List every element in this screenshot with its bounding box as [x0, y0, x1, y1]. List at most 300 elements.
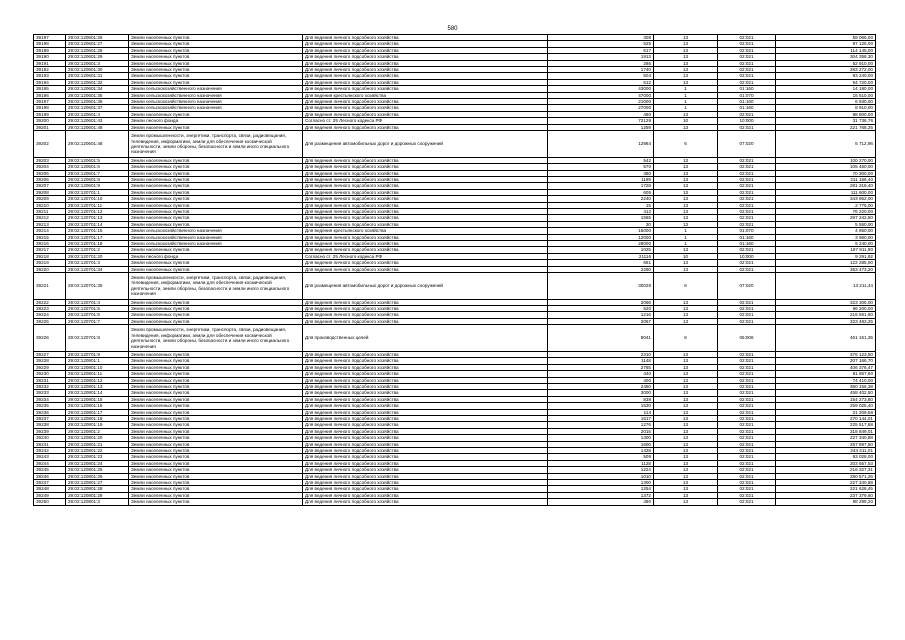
code: 02:021 [718, 41, 776, 47]
row-number: 39192 [34, 67, 66, 73]
row-number: 39219 [34, 260, 66, 266]
permitted-use: Для ведения личного подсобного хозяйства [303, 157, 548, 163]
code: 02:021 [718, 390, 776, 396]
land-category: Земли населенных пунктов [129, 383, 303, 389]
cadastral-value: 281 318,40 [776, 183, 876, 189]
cadastral-number: 29:02:120801:11 [66, 371, 129, 377]
code: 02:021 [718, 170, 776, 176]
row-number: 39203 [34, 157, 66, 163]
permitted-use: Для ведения личного подсобного хозяйства [303, 60, 548, 66]
land-category: Земли населенных пунктов [129, 299, 303, 305]
cadastral-value: 14 190,00 [776, 86, 876, 92]
code: 02:021 [718, 202, 776, 208]
area: 1189 [548, 176, 654, 182]
area: 1565 [548, 215, 654, 221]
row-number: 39223 [34, 306, 66, 312]
cadastral-value: 221 628,45 [776, 486, 876, 492]
row-number: 39243 [34, 454, 66, 460]
cadastral-number: 29:02:120601:6 [66, 164, 129, 170]
code: 02:021 [718, 189, 776, 195]
group-number: 13 [654, 396, 718, 402]
cadastral-number: 29:02:120801:18 [66, 415, 129, 421]
row-number: 39230 [34, 371, 66, 377]
cadastral-number: 29:02:120801:28 [66, 486, 129, 492]
row-number: 39217 [34, 247, 66, 253]
code: 01:160 [718, 105, 776, 111]
land-category: Земли населенных пунктов [129, 79, 303, 85]
row-number: 39227 [34, 351, 66, 357]
cadastral-number: 29:02:120701:2 [66, 247, 129, 253]
cadastral-number: 29:02:120601:9 [66, 183, 129, 189]
code: 01:160 [718, 241, 776, 247]
cadastral-value: 406 376,47 [776, 364, 876, 370]
row-number: 39211 [34, 208, 66, 214]
cadastral-value: 5 712,96 [776, 131, 876, 158]
code: 02:021 [718, 364, 776, 370]
group-number: 13 [654, 383, 718, 389]
permitted-use: Для ведения личного подсобного хозяйства [303, 47, 548, 53]
cadastral-value: 360 156,38 [776, 383, 876, 389]
land-category: Земли населенных пунктов [129, 409, 303, 415]
land-category: Земли населенных пунктов [129, 215, 303, 221]
cadastral-value: 74 410,00 [776, 377, 876, 383]
cadastral-number: 29:02:120601:34 [66, 86, 129, 92]
row-number: 39212 [34, 215, 66, 221]
group-number: 13 [654, 312, 718, 318]
cadastral-value: 93 240,00 [776, 73, 876, 79]
row-number: 39190 [34, 54, 66, 60]
code: 02:021 [718, 208, 776, 214]
group-number: 13 [654, 467, 718, 473]
permitted-use: Для ведения личного подсобного хозяйства [303, 247, 548, 253]
group-number: 13 [654, 189, 718, 195]
code: 02:021 [718, 351, 776, 357]
cadastral-value: 88 299,20 [776, 499, 876, 505]
group-number: 13 [654, 221, 718, 227]
land-category: Земли населенных пунктов [129, 67, 303, 73]
cadastral-value: 267 897,50 [776, 441, 876, 447]
code: 02:021 [718, 318, 776, 324]
cadastral-number: 29:02:120801:16 [66, 403, 129, 409]
group-number: 13 [654, 473, 718, 479]
group-number: 13 [654, 60, 718, 66]
code: 02:021 [718, 111, 776, 117]
land-category: Земли населенных пунктов [129, 35, 303, 41]
group-number: 1 [654, 228, 718, 234]
cadastral-value: 100 270,00 [776, 157, 876, 163]
cadastral-number: 29:02:120601:26 [66, 35, 129, 41]
permitted-use: Для ведения личного подсобного хозяйства [303, 41, 548, 47]
land-category: Земли населенных пунктов [129, 164, 303, 170]
permitted-use: Для ведения личного подсобного хозяйства [303, 176, 548, 182]
land-category: Земли населенных пунктов [129, 41, 303, 47]
land-category: Земли населенных пунктов [129, 377, 303, 383]
cadastral-value: 267 242,50 [776, 215, 876, 221]
permitted-use: Для ведения личного подсобного хозяйства [303, 486, 548, 492]
cadastral-number: 29:02:120701:4 [66, 299, 129, 305]
permitted-use: Для ведения личного подсобного хозяйства [303, 351, 548, 357]
row-number: 39216 [34, 241, 66, 247]
row-number: 39197 [34, 35, 66, 41]
group-number: 13 [654, 441, 718, 447]
group-number: 13 [654, 196, 718, 202]
code: 02:021 [718, 260, 776, 266]
cadastral-number: 29:02:120801:17 [66, 409, 129, 415]
area: 2056 [548, 299, 654, 305]
group-number: 13 [654, 79, 718, 85]
row-number: 39214 [34, 228, 66, 234]
permitted-use: Для ведения личного подсобного хозяйства [303, 480, 548, 486]
row-number: 39221 [34, 273, 66, 300]
permitted-use: Для ведения личного подсобного хозяйства [303, 403, 548, 409]
land-category: Земли населенных пунктов [129, 422, 303, 428]
code: 01:070 [718, 228, 776, 234]
land-category: Земли населенных пунктов [129, 396, 303, 402]
cadastral-number: 29:02:120801:27 [66, 480, 129, 486]
row-number: 39215 [34, 234, 66, 240]
land-category: Земли населенных пунктов [129, 351, 303, 357]
land-category: Земли лесного фонда [129, 253, 303, 259]
permitted-use: Для ведения личного подсобного хозяйства [303, 124, 548, 130]
group-number: 13 [654, 318, 718, 324]
area: 308 [548, 35, 654, 41]
group-number: 13 [654, 176, 718, 182]
group-number: 6 [654, 325, 718, 352]
land-category: Земли населенных пунктов [129, 221, 303, 227]
code: 02:021 [718, 164, 776, 170]
land-category: Земли лесного фонда [129, 118, 303, 124]
row-number: 39224 [34, 312, 66, 318]
group-number: 10 [654, 253, 718, 259]
area: 480 [548, 111, 654, 117]
cadastral-number: 29:02:120801:14 [66, 390, 129, 396]
code: 02:021 [718, 299, 776, 305]
group-number: 13 [654, 183, 718, 189]
group-number: 13 [654, 208, 718, 214]
permitted-use: Для производственных целей [303, 325, 548, 352]
cadastral-number: 29:02:120601:5 [66, 157, 129, 163]
area: 542 [548, 157, 654, 163]
cadastral-value: 458 402,50 [776, 390, 876, 396]
cadastral-value: 70 300,00 [776, 170, 876, 176]
land-category: Земли населенных пунктов [129, 157, 303, 163]
area: 1600 [548, 441, 654, 447]
cadastral-number: 29:02:120701:10 [66, 196, 129, 202]
area: 2310 [548, 351, 654, 357]
group-number: 13 [654, 486, 718, 492]
area: 2067 [548, 318, 654, 324]
permitted-use: Для ведения личного подсобного хозяйства [303, 111, 548, 117]
table-row [34, 499, 876, 505]
cadastral-value: 88 800,00 [776, 111, 876, 117]
group-number: 13 [654, 247, 718, 253]
permitted-use: Для ведения личного подсобного хозяйства [303, 73, 548, 79]
permitted-use: Для ведения личного подсобного хозяйства [303, 358, 548, 364]
area: 412 [548, 208, 654, 214]
row-number: 39231 [34, 377, 66, 383]
cadastral-number: 29:02:120701:7 [66, 318, 129, 324]
land-category: Земли населенных пунктов [129, 312, 303, 318]
cadastral-number: 29:02:120701:9 [66, 351, 129, 357]
area: 12000 [548, 234, 654, 240]
row-number: 39193 [34, 73, 66, 79]
row-number: 39222 [34, 299, 66, 305]
group-number: 13 [654, 260, 718, 266]
cadastral-number: 29:02:120701:13 [66, 215, 129, 221]
permitted-use: Для ведения крестьянского хозяйства [303, 92, 548, 98]
code: 02:021 [718, 422, 776, 428]
code: 01:160 [718, 99, 776, 105]
permitted-use: Для ведения личного подсобного хозяйства [303, 202, 548, 208]
area: 2765 [548, 364, 654, 370]
land-category: Земли населенных пунктов [129, 499, 303, 505]
area: 504 [548, 73, 654, 79]
row-number: 39234 [34, 396, 66, 402]
cadastral-number: 29:02:120801:15 [66, 396, 129, 402]
area: 114 [548, 409, 654, 415]
code: 02:021 [718, 79, 776, 85]
area: 520 [548, 306, 654, 312]
area: 838 [548, 396, 654, 402]
land-category: Земли населенных пунктов [129, 208, 303, 214]
cadastral-number: 29:02:120601:29 [66, 54, 129, 60]
code: 01:160 [718, 234, 776, 240]
cadastral-number: 29:02:120701:14 [66, 221, 129, 227]
cadastral-number: 29:02:120801:29 [66, 492, 129, 498]
cadastral-value: 4 950,00 [776, 228, 876, 234]
cadastral-value: 52 910,00 [776, 60, 876, 66]
area: 400 [548, 377, 654, 383]
table-row [34, 325, 876, 352]
permitted-use: Для ведения личного подсобного хозяйства [303, 460, 548, 466]
cadastral-value: 270 144,01 [776, 415, 876, 421]
code: 02:021 [718, 358, 776, 364]
code: 02:021 [718, 499, 776, 505]
group-number: 6 [654, 131, 718, 158]
cadastral-number: 29:02:120801:23 [66, 454, 129, 460]
land-category: Земли сельскохозяйственного назначения [129, 228, 303, 234]
permitted-use: Для ведения крестьянского хозяйства [303, 228, 548, 234]
row-number: 39202 [34, 131, 66, 158]
group-number: 13 [654, 390, 718, 396]
group-number: 13 [654, 111, 718, 117]
permitted-use: Для ведения личного подсобного хозяйства [303, 371, 548, 377]
code: 02:021 [718, 196, 776, 202]
group-number: 13 [654, 164, 718, 170]
permitted-use: Для ведения личного подсобного хозяйства [303, 99, 548, 105]
group-number: 1 [654, 86, 718, 92]
cadastral-number: 29:02:120701:5 [66, 306, 129, 312]
table-body [34, 35, 876, 506]
area: 2015 [548, 428, 654, 434]
cadastral-number: 29:02:120801:25 [66, 467, 129, 473]
cadastral-number: 29:02:120801:20 [66, 435, 129, 441]
code: 02:021 [718, 124, 776, 130]
row-number: 39194 [34, 79, 66, 85]
permitted-use: Для ведения личного подсобного хозяйства [303, 312, 548, 318]
row-number: 39210 [34, 202, 66, 208]
row-number: 39245 [34, 467, 66, 473]
cadastral-value: 9 240,00 [776, 241, 876, 247]
cadastral-number: 29:02:120701:20 [66, 253, 129, 259]
permitted-use: Для ведения личного подсобного хозяйства [303, 473, 548, 479]
cadastral-value: 8 910,00 [776, 105, 876, 111]
cadastral-number: 29:02:120801:24 [66, 460, 129, 466]
area: 1428 [548, 448, 654, 454]
area: 1300 [548, 435, 654, 441]
land-category: Земли сельскохозяйственного назначения [129, 234, 303, 240]
cadastral-number: 29:02:120801:12 [66, 377, 129, 383]
land-category: Земли сельскохозяйственного назначения [129, 86, 303, 92]
area: 1148 [548, 358, 654, 364]
land-category: Земли населенных пунктов [129, 73, 303, 79]
cadastral-value: 221 768,25 [776, 124, 876, 130]
group-number: 13 [654, 299, 718, 305]
land-category: Земли промышленности, энергетики, транспорта, связи, радиовещания, телевидения, информатики, земли для обеспечения космической деятельности, земли обороны, безопасности и земли иного специального назначения [129, 325, 303, 352]
permitted-use: Для ведения личного подсобного хозяйства [303, 415, 548, 421]
cadastral-value: 114 145,00 [776, 47, 876, 53]
row-number: 39199 [34, 111, 66, 117]
group-number: 13 [654, 499, 718, 505]
permitted-use: Для ведения личного подсобного хозяйства [303, 422, 548, 428]
code: 02:021 [718, 460, 776, 466]
cadastral-number: 29:02:120701:11 [66, 202, 129, 208]
area: 12984 [548, 131, 654, 158]
area: 286 [548, 60, 654, 66]
row-number: 39244 [34, 460, 66, 466]
permitted-use: Для размещения автомобильных дорог и дорожных сооружений [303, 273, 548, 300]
cadastral-value: 323 483,25 [776, 318, 876, 324]
cadastral-number: 29:02:120801:22 [66, 448, 129, 454]
row-number: 39197 [34, 99, 66, 105]
group-number: 13 [654, 480, 718, 486]
cadastral-value: 21 209,58 [776, 409, 876, 415]
cadastral-value: 15 510,00 [776, 92, 876, 98]
row-number: 39189 [34, 47, 66, 53]
permitted-use: Для ведения личного подсобного хозяйства [303, 79, 548, 85]
code: 02:021 [718, 183, 776, 189]
row-number: 39205 [34, 170, 66, 176]
permitted-use: Для ведения личного подсобного хозяйства [303, 196, 548, 202]
cadastral-number: 29:02:120601:37 [66, 105, 129, 111]
area: 30026 [548, 273, 654, 300]
area: 661 [548, 260, 654, 266]
row-number: 39239 [34, 428, 66, 434]
group-number: 13 [654, 157, 718, 163]
permitted-use: Для ведения личного подсобного хозяйства [303, 377, 548, 383]
code: 06:006 [718, 325, 776, 352]
cadastral-value: 227 340,88 [776, 435, 876, 441]
row-number: 39241 [34, 441, 66, 447]
cadastral-value: 9 291,92 [776, 253, 876, 259]
code: 07:020 [718, 273, 776, 300]
permitted-use: Для ведения личного подсобного хозяйства [303, 499, 548, 505]
area: 21116 [548, 253, 654, 259]
code: 02:021 [718, 492, 776, 498]
row-number: 39218 [34, 253, 66, 259]
code: 02:021 [718, 371, 776, 377]
group-number: 1 [654, 99, 718, 105]
permitted-use: Для ведения личного подсобного хозяйства [303, 492, 548, 498]
code: 02:021 [718, 473, 776, 479]
cadastral-value: 259 025,40 [776, 403, 876, 409]
area: 509 [548, 454, 654, 460]
cadastral-value: 304 358,30 [776, 54, 876, 60]
permitted-use: Для размещения автомобильных дорог и дорожных сооружений [303, 131, 548, 158]
group-number: 1 [654, 241, 718, 247]
permitted-use: Для ведения личного подсобного хозяйства [303, 318, 548, 324]
permitted-use: Для ведения личного подсобного хозяйства [303, 35, 548, 41]
code: 02:021 [718, 176, 776, 182]
cadastral-number: 29:02:120601:43 [66, 118, 129, 124]
land-category: Земли населенных пунктов [129, 54, 303, 60]
permitted-use: Для ведения личного подсобного хозяйства [303, 390, 548, 396]
code: 02:021 [718, 409, 776, 415]
permitted-use: Для ведения личного подсобного хозяйства [303, 189, 548, 195]
group-number: 13 [654, 428, 718, 434]
area: 1025 [548, 247, 654, 253]
area: 1276 [548, 422, 654, 428]
area: 47000 [548, 92, 654, 98]
cadastral-value: 93 028,00 [776, 454, 876, 460]
row-number: 39242 [34, 448, 66, 454]
land-category: Земли населенных пунктов [129, 435, 303, 441]
group-number: 13 [654, 403, 718, 409]
land-category: Земли промышленности, энергетики, транспорта, связи, радиовещания, телевидения, информатики, земли для обеспечения космической деятельности, земли обороны, безопасности и земли иного специального назначения [129, 273, 303, 300]
group-number: 13 [654, 422, 718, 428]
cadastral-value: 283 272,00 [776, 67, 876, 73]
cadastral-number: 29:02:120601:3 [66, 60, 129, 66]
cadastral-number: 29:02:120801:2 [66, 428, 129, 434]
cadastral-number: 29:02:120601:7 [66, 170, 129, 176]
area: 21000 [548, 99, 654, 105]
row-number: 39248 [34, 486, 66, 492]
permitted-use: Для ведения личного подсобного хозяйства [303, 306, 548, 312]
land-category: Земли населенных пунктов [129, 189, 303, 195]
group-number: 1 [654, 92, 718, 98]
area: 1259 [548, 124, 654, 130]
group-number: 13 [654, 492, 718, 498]
group-number: 13 [654, 448, 718, 454]
land-category: Земли населенных пунктов [129, 428, 303, 434]
permitted-use: Для ведения личного подсобного хозяйства [303, 164, 548, 170]
cadastral-number: 29:02:120801:3 [66, 499, 129, 505]
permitted-use: Для ведения личного подсобного хозяйства [303, 299, 548, 305]
land-category: Земли сельскохозяйственного назначения [129, 92, 303, 98]
group-number: 13 [654, 54, 718, 60]
code: 02:021 [718, 54, 776, 60]
land-category: Земли населенных пунктов [129, 460, 303, 466]
land-category: Земли населенных пунктов [129, 448, 303, 454]
cadastral-number: 29:02:120701:34 [66, 266, 129, 272]
group-number: 1 [654, 105, 718, 111]
land-category: Земли населенных пунктов [129, 47, 303, 53]
land-category: Земли населенных пунктов [129, 486, 303, 492]
code: 02:021 [718, 454, 776, 460]
code: 02:021 [718, 480, 776, 486]
group-number: 13 [654, 377, 718, 383]
cadastral-number: 29:02:120701:3 [66, 260, 129, 266]
permitted-use: Для ведения личного подсобного хозяйства [303, 364, 548, 370]
area: 440 [548, 371, 654, 377]
area: 480 [548, 499, 654, 505]
area: 605 [548, 189, 654, 195]
cadastral-number: 29:02:120701:18 [66, 241, 129, 247]
permitted-use: Для ведения личного подсобного хозяйства [303, 383, 548, 389]
land-category: Земли населенных пунктов [129, 183, 303, 189]
group-number: 13 [654, 41, 718, 47]
row-number: 39250 [34, 499, 66, 505]
